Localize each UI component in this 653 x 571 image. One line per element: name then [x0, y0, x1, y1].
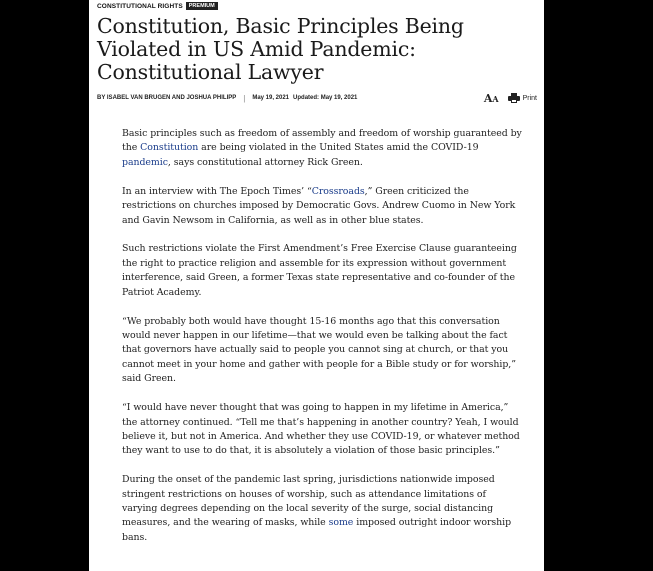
print-button[interactable]: [508, 93, 537, 103]
category-row: [97, 0, 537, 12]
p6-text-b: imposed outright indoor worship bans.: [122, 517, 512, 543]
byline: [97, 91, 537, 105]
byline-separator: |: [243, 93, 246, 103]
font-size-glyph-big: A: [483, 91, 493, 105]
byline-authors[interactable]: BY ISABEL VAN BRUGEN AND JOSHUA PHILIPP: [97, 95, 237, 101]
p2-text-b: ,” Green criticized the restrictions on churches imposed by Democratic Govs. Andrew Cuomo in New York and Gavin Newsom in California, as well as in other blue states.: [122, 185, 516, 226]
printer-icon: [508, 93, 520, 103]
pandemic-link[interactable]: pandemic: [122, 156, 168, 168]
page-title: [97, 15, 537, 84]
article-paragraph-5: “I would have never thought that was going to happen in my lifetime in America,” the attorney continued. “Tell me that’s happening in another country? Yeah, I would believe it, but not in America. And whether they use COVID-19, or whatever method they want to use to do that, it is absolutely a violation of those basic principles.”: [122, 402, 520, 457]
category-link[interactable]: CONSTITUTIONAL RIGHTS: [97, 2, 183, 10]
article-page: [89, 0, 544, 571]
p2-text-a: In an interview with The Epoch Times’ “: [122, 185, 312, 197]
article-tools: [484, 92, 537, 105]
some-link[interactable]: some: [328, 517, 354, 529]
constitution-link[interactable]: Constitution: [140, 142, 199, 154]
headline-line-3: Constitutional Lawyer: [97, 60, 324, 84]
print-label: Print: [522, 94, 537, 102]
crossroads-link[interactable]: Crossroads: [311, 185, 365, 197]
updated-date: Updated: May 19, 2021: [293, 95, 358, 101]
article-paragraph-4: “We probably both would have thought 15-16 months ago that this conversation would never happen in our lifetime—that we would even be talking about the fact that governors have actually said to people you cannot sing at church, or that you cannot meet in your home and gather with people for a Bible study or for worship,” said Green.: [122, 315, 516, 385]
article-body: [122, 127, 522, 560]
article-paragraph-1: [122, 127, 522, 170]
premium-badge: PREMIUM: [186, 2, 218, 10]
publish-date: May 19, 2021: [252, 95, 290, 101]
article-header: [97, 0, 537, 84]
article-paragraph-2: [122, 185, 522, 228]
p1-text-b: are being violated in the United States amid the COVID-19: [198, 142, 479, 154]
article-paragraph-3: Such restrictions violate the First Amendment’s Free Exercise Clause guaranteeing the right to practice religion and assemble for its expression without government interference, said Green, a former Texas state representative and co-founder of the Patriot Academy.: [122, 243, 517, 298]
font-size-icon[interactable]: [484, 92, 499, 105]
font-size-glyph-small: A: [492, 93, 499, 104]
headline-line-2: Violated in US Amid Pandemic:: [97, 37, 416, 61]
p1-text-c: , says constitutional attorney Rick Green.: [167, 156, 363, 168]
p1-text-a: Basic principles such as freedom of assembly and freedom of worship guaranteed by the: [122, 128, 522, 154]
p6-text-a: During the onset of the pandemic last spring, jurisdictions nationwide imposed stringent restrictions on houses of worship, such as attendance limitations of varying degrees depending on the local severity of the surge, social distancing measures, and the wearing of masks, while: [122, 474, 495, 529]
article-paragraph-6: [122, 473, 522, 545]
headline-line-1: Constitution, Basic Principles Being: [97, 14, 464, 38]
